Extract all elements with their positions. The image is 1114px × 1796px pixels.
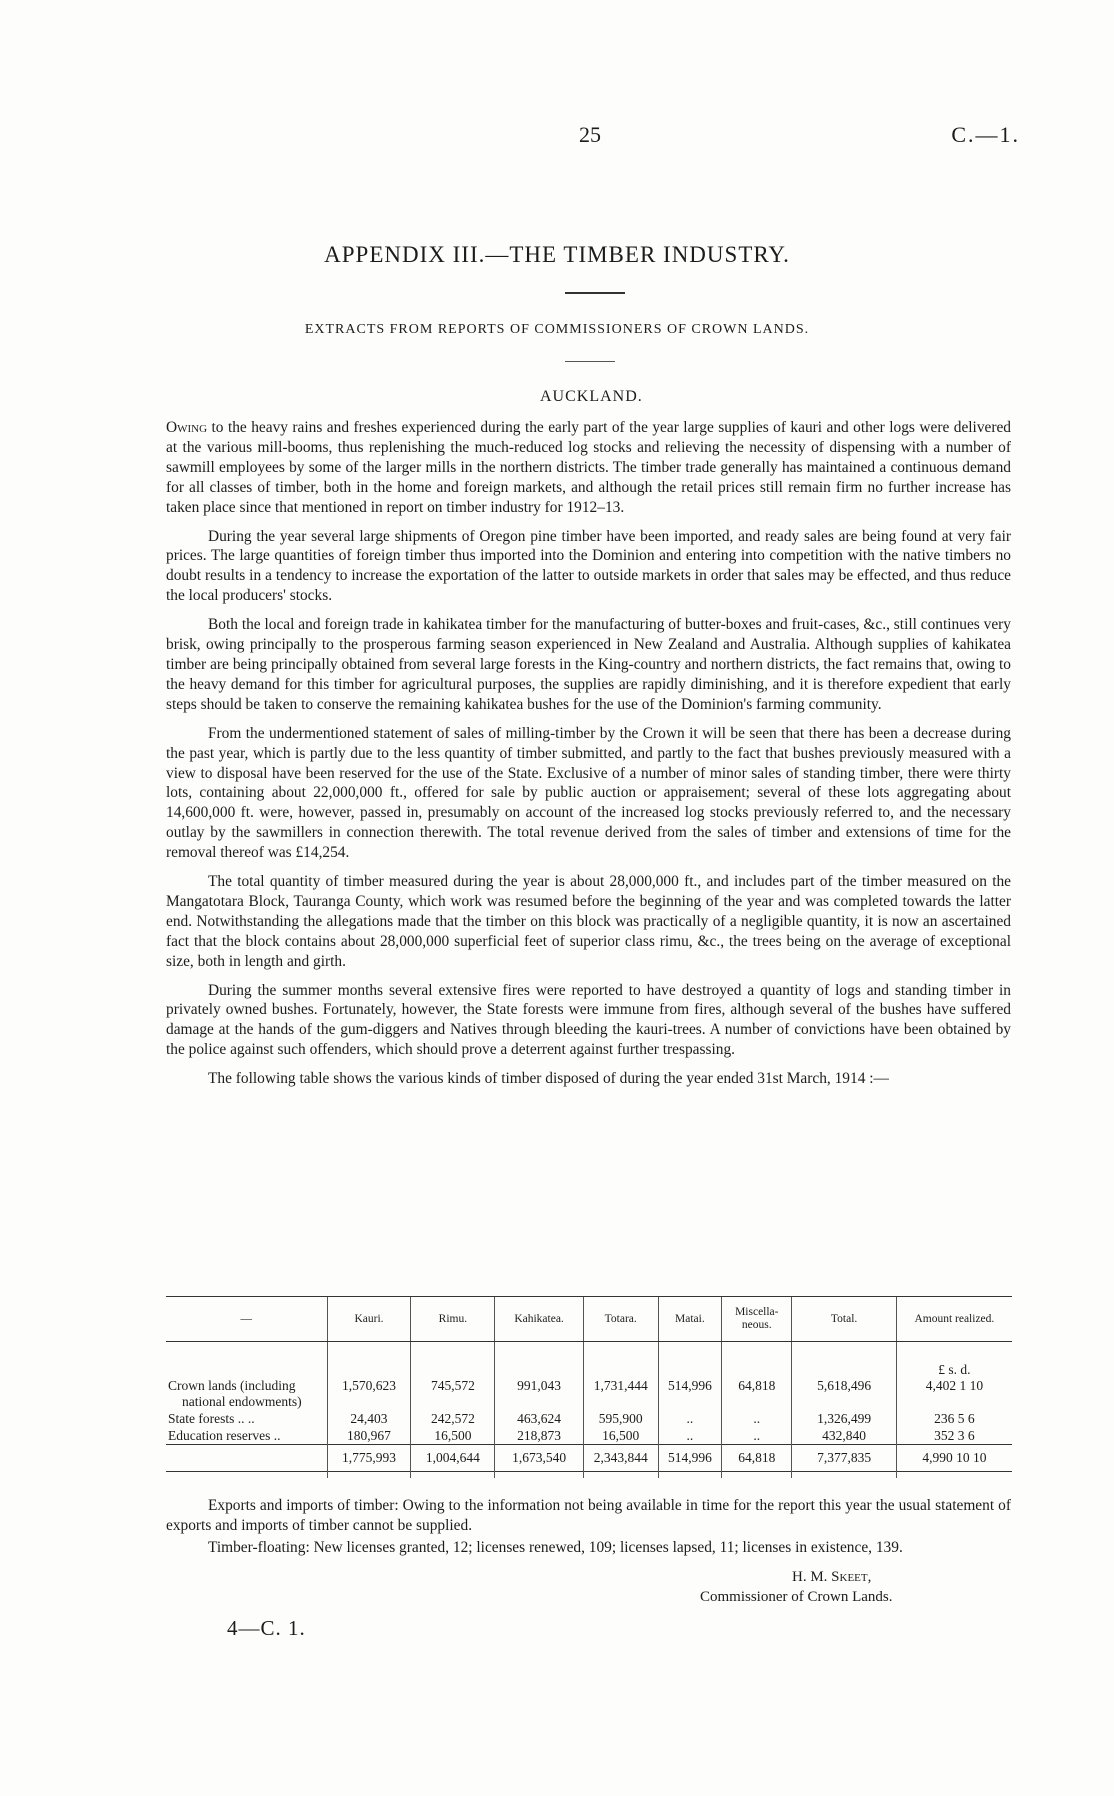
total-kauri: 1,775,993	[327, 1445, 411, 1472]
closing-notes	[166, 1496, 1011, 1560]
title-rule	[565, 292, 625, 294]
paragraph-7: The following table shows the various kinds of timber disposed of during the year ended 31st March, 1914 :—	[208, 1070, 889, 1088]
row-label: State forests .. ..	[168, 1410, 255, 1426]
cell-kahikatea: 991,043	[495, 1378, 583, 1410]
paragraph-4: From the undermentioned statement of sales of milling-timber by the Crown it will be seen that there has been a decrease during the past year, which is partly due to the less quantity of timber submitted, and partly to the fact that bushes previously measured with a view to disposal have been reserved for the use of the State. Exclusive of a number of minor sales of standing timber, there were thirty lots, containing about 22,000,000 ft., offered for sale by public auction or appraisement; several of these lots aggregating about 14,600,000 ft. were, however, passed in, presumably on account of the increased log stocks previously referred to, and the necessary outlay by the sawmillers in connection therewith. The total revenue derived from the sales of timber and extensions of time for the removal thereof was £14,254.	[166, 724, 1011, 862]
document-reference: C.—1.	[951, 122, 1020, 147]
header-kahikatea: Kahikatea.	[495, 1297, 583, 1342]
cell-kauri: 1,570,623	[327, 1378, 411, 1410]
header-miscellaneous: Miscella-neous.	[722, 1297, 792, 1342]
report-body	[166, 418, 1011, 1098]
row-label	[166, 1378, 327, 1410]
currency-units: £ s. d.	[896, 1358, 1012, 1378]
cell-totara: 595,900	[583, 1410, 658, 1427]
currency-row	[166, 1358, 1012, 1378]
table-row	[166, 1427, 1012, 1445]
cell-kahikatea: 218,873	[495, 1427, 583, 1445]
table-spacer-row	[166, 1342, 1012, 1359]
cell-matai: ..	[658, 1427, 722, 1445]
section-subtitle: EXTRACTS FROM REPORTS OF COMMISSIONERS OF CROWN LANDS.	[304, 322, 810, 337]
cell-miscellaneous: 64,818	[722, 1378, 792, 1410]
cell-matai: 514,996	[658, 1378, 722, 1410]
paragraph-1-text: to the heavy rains and freshes experienced during the early part of the year large supplies of kauri and other logs were delivered at the various mill-booms, thus replenishing the much-reduced log stocks and relieving the necessity of dispensing with a number of sawmill employees by some of the larger mills in the northern districts. The timber trade generally has maintained a continuous demand for all classes of timber, both in the home and foreign markets, and although the retail prices still remain firm no further increase has taken place since that mentioned in report on timber industry for 1912–13.	[166, 419, 1011, 516]
table-row	[166, 1378, 1012, 1410]
timber-floating-note: Timber-floating: New licenses granted, 12; licenses renewed, 109; licenses lapsed, 11; licenses in existence, 139.	[208, 1538, 903, 1556]
cell-miscellaneous: ..	[722, 1427, 792, 1445]
total-matai: 514,996	[658, 1445, 722, 1472]
appendix-title: APPENDIX III.—THE TIMBER INDUSTRY.	[324, 242, 790, 267]
row-label: Education reserves ..	[168, 1427, 281, 1443]
signatory-name: H. M. Skeet,	[792, 1569, 872, 1585]
total-kahikatea: 1,673,540	[495, 1445, 583, 1472]
cell-rimu: 745,572	[411, 1378, 495, 1410]
cell-kauri: 180,967	[327, 1427, 411, 1445]
header-matai: Matai.	[658, 1297, 722, 1342]
subtitle-rule	[565, 361, 615, 362]
cell-rimu: 242,572	[411, 1410, 495, 1427]
cell-amount: 352 3 6	[896, 1427, 1012, 1445]
total-miscellaneous: 64,818	[722, 1445, 792, 1472]
paragraph-1-lead: Owing	[166, 419, 208, 436]
cell-matai: ..	[658, 1410, 722, 1427]
cell-total: 432,840	[792, 1427, 896, 1445]
cell-total: 5,618,496	[792, 1378, 896, 1410]
total-amount: 4,990 10 10	[896, 1445, 1012, 1472]
cell-miscellaneous: ..	[722, 1410, 792, 1427]
totals-row	[166, 1445, 1012, 1472]
cell-amount: 4,402 1 10	[896, 1378, 1012, 1410]
cell-totara: 1,731,444	[583, 1378, 658, 1410]
row-label-line1: Crown lands (including	[168, 1378, 296, 1393]
table-header-row	[166, 1297, 1012, 1342]
paragraph-6: During the summer months several extensive fires were reported to have destroyed a quantity of logs and standing timber in privately owned bushes. Fortunately, however, the State forests were immune from fires, although several of the bushes have suffered damage at the hands of the gum-diggers and Natives through bleeding the kauri-trees. A number of convictions have been obtained by the police against such offenders, which should prove a deterrent against further trespassing.	[166, 981, 1011, 1059]
paragraph-5: The total quantity of timber measured during the year is about 28,000,000 ft., and includes part of the timber measured on the Mangatotara Block, Tauranga County, which work was resumed before the beginning of the year and was completed towards the latter end. Notwithstanding the allegations made that the timber on this block was practically of a negligible quantity, it is now an ascertained fact that the block contains about 28,000,000 superficial feet of superior class rimu, &c., the trees being on the average of exceptional size, both in length and girth.	[166, 873, 1011, 970]
header-kauri: Kauri.	[327, 1297, 411, 1342]
header-amount: Amount realized.	[896, 1297, 1012, 1342]
paragraph-1	[166, 418, 1011, 518]
header-totara: Totara.	[583, 1297, 658, 1342]
header-rimu: Rimu.	[411, 1297, 495, 1342]
signature-block	[700, 1567, 980, 1607]
cell-kahikatea: 463,624	[495, 1410, 583, 1427]
total-total: 7,377,835	[792, 1445, 896, 1472]
page-number: 25	[579, 122, 601, 147]
cell-totara: 16,500	[583, 1427, 658, 1445]
timber-disposal-table	[166, 1296, 1012, 1478]
header-blank: —	[166, 1297, 327, 1342]
signatory-role: Commissioner of Crown Lands.	[700, 1589, 893, 1605]
region-heading: AUCKLAND.	[540, 388, 643, 405]
row-label-line2: national endowments)	[182, 1394, 302, 1409]
paragraph-3: Both the local and foreign trade in kahikatea timber for the manufacturing of butter-boxes and fruit-cases, &c., still continues very brisk, owing principally to the prosperous farming season experienced in New Zealand and Australia. Although supplies of kahikatea timber are being principally obtained from several large forests in the King-country and northern districts, the fact remains that, owing to the heavy demand for this timber for agricultural purposes, the supplies are rapidly diminishing, and it is therefore expedient that early steps should be taken to conserve the remaining kahikatea bushes for the use of the Dominion's farming community.	[166, 616, 1011, 713]
exports-note: Exports and imports of timber: Owing to the information not being available in time for the report this year the usual statement of exports and imports of timber cannot be supplied.	[166, 1497, 1011, 1534]
cell-kauri: 24,403	[327, 1410, 411, 1427]
footer-signature-mark: 4—C. 1.	[227, 1616, 306, 1640]
table-row	[166, 1410, 1012, 1427]
total-totara: 2,343,844	[583, 1445, 658, 1472]
table-end-rule	[166, 1472, 1012, 1479]
cell-rimu: 16,500	[411, 1427, 495, 1445]
total-rimu: 1,004,644	[411, 1445, 495, 1472]
paragraph-2: During the year several large shipments of Oregon pine timber have been imported, and ready sales are being found at very fair prices. The large quantities of foreign timber thus imported into the Dominion and entering into competition with the native timbers no doubt results in a tendency to increase the exportation of the latter to outside markets in order that sales may be effected, and thus reduce the local producers' stocks.	[166, 527, 1011, 605]
header-total: Total.	[792, 1297, 896, 1342]
cell-amount: 236 5 6	[896, 1410, 1012, 1427]
cell-total: 1,326,499	[792, 1410, 896, 1427]
